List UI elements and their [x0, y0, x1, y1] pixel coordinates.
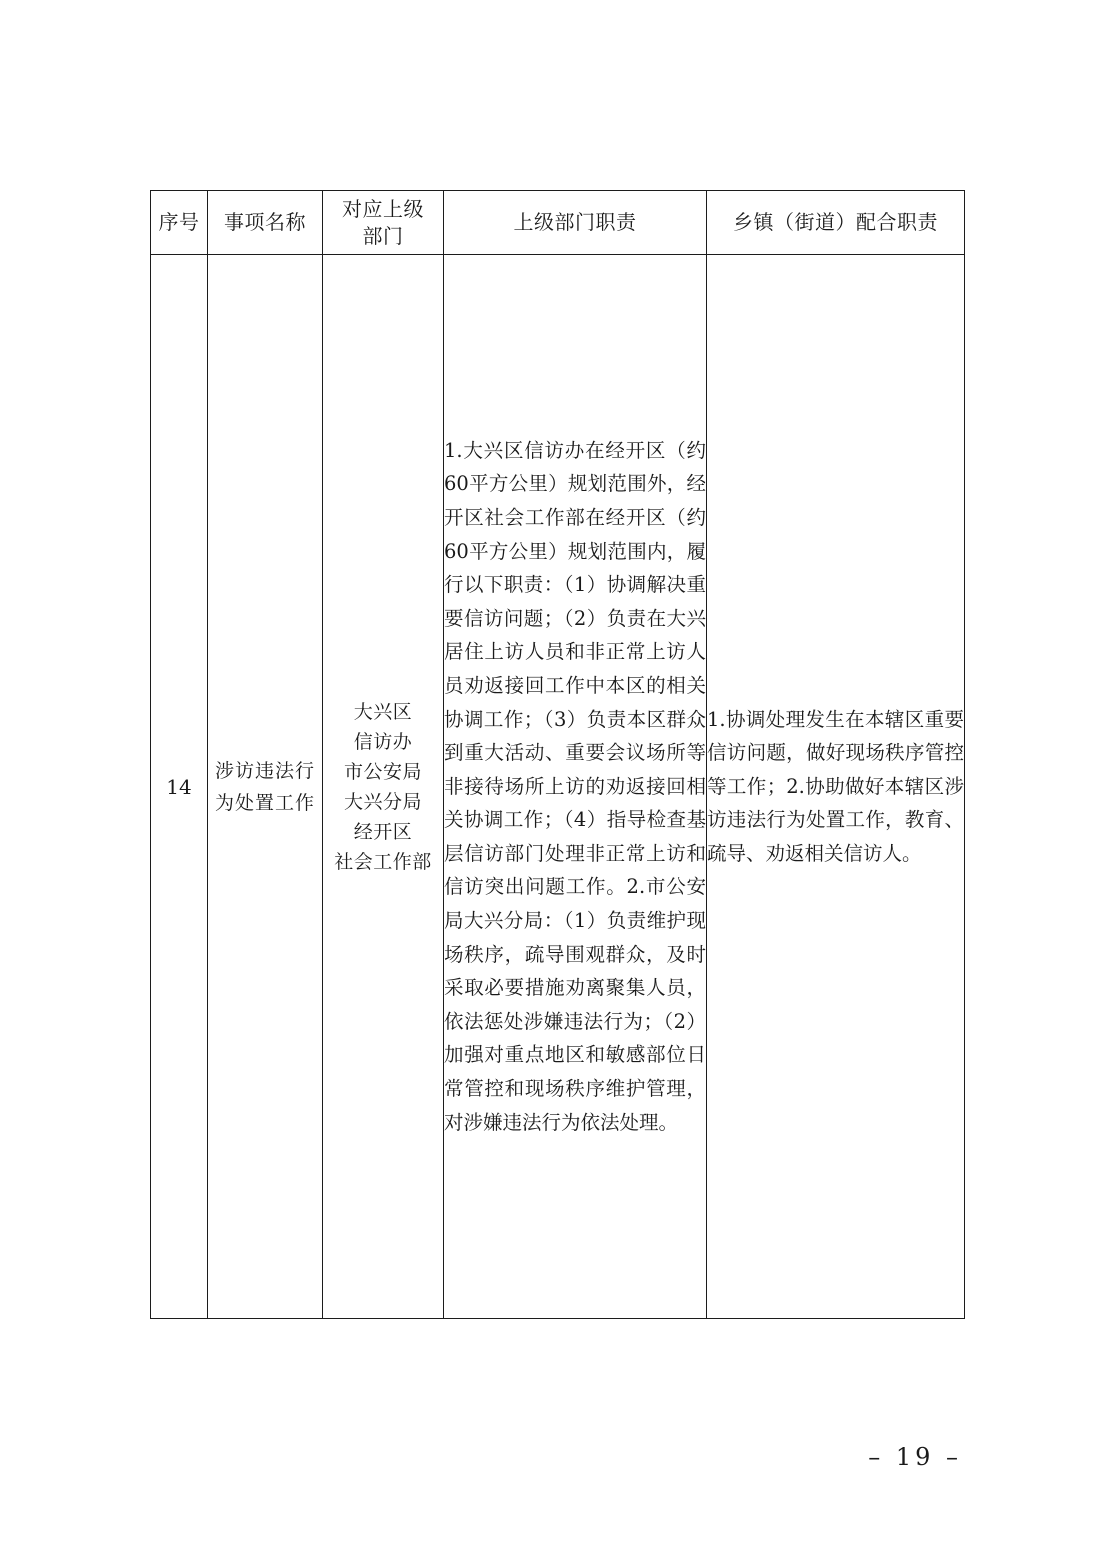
column-header-upper-department-line2: 部门	[362, 223, 404, 248]
page-number: – 19 –	[868, 1443, 962, 1471]
column-header-upper-duty: 上级部门职责	[444, 191, 707, 255]
cell-sequence-number: 14	[151, 255, 208, 1319]
responsibility-table	[150, 190, 965, 1319]
upper-department-line: 社会工作部	[334, 850, 432, 873]
cell-upper-department	[323, 255, 444, 1319]
township-duty-text	[707, 703, 964, 871]
column-header-upper-department	[323, 191, 444, 255]
upper-duty-paragraph: 1.大兴区信访办在经开区（约60平方公里）规划范围外，经开区社会工作部在经开区（约60平方公里）规划范围内，履行以下职责：（1）协调解决重要信访问题；（2）负责在大兴居住上访人员和非正常上访人员劝返接回工作中本区的相关协调工作；（3）负责本区群众到重大活动、重要会议场所等非接待场所上访的劝返接回相关协调工作；（4）指导检查基层信访部门处理非正常上访和信访突出问题工作。2.市公安局大兴分局：（1）负责维护现场秩序，疏导围观群众，及时采取必要措施劝离聚集人员，依法惩处涉嫌违法行为；（2）加强对重点地区和敏感部位日常管控和现场秩序维护管理，对涉嫌违法行为依法处理。	[444, 438, 706, 1134]
township-duty-paragraph: 1.协调处理发生在本辖区重要信访问题，做好现场秩序管控等工作；2.协助做好本辖区涉访违法行为处置工作，教育、疏导、劝返相关信访人。	[707, 707, 964, 865]
column-header-upper-department-line1: 对应上级	[342, 196, 424, 221]
upper-department-line: 大兴分局	[343, 790, 422, 813]
upper-duty-text	[444, 434, 706, 1139]
upper-department-line: 市公安局	[343, 760, 422, 783]
cell-item-name: 涉访违法行为处置工作	[208, 255, 323, 1319]
column-header-township-duty: 乡镇（街道）配合职责	[707, 191, 965, 255]
column-header-item-name: 事项名称	[208, 191, 323, 255]
table-header-row	[151, 191, 965, 255]
upper-department-line: 信访办	[353, 730, 413, 753]
cell-township-duty	[707, 255, 965, 1319]
column-header-sequence: 序号	[151, 191, 208, 255]
upper-department-line: 经开区	[353, 820, 413, 843]
cell-upper-duty	[444, 255, 707, 1319]
upper-department-line: 大兴区	[353, 700, 413, 723]
table-row	[151, 255, 965, 1319]
